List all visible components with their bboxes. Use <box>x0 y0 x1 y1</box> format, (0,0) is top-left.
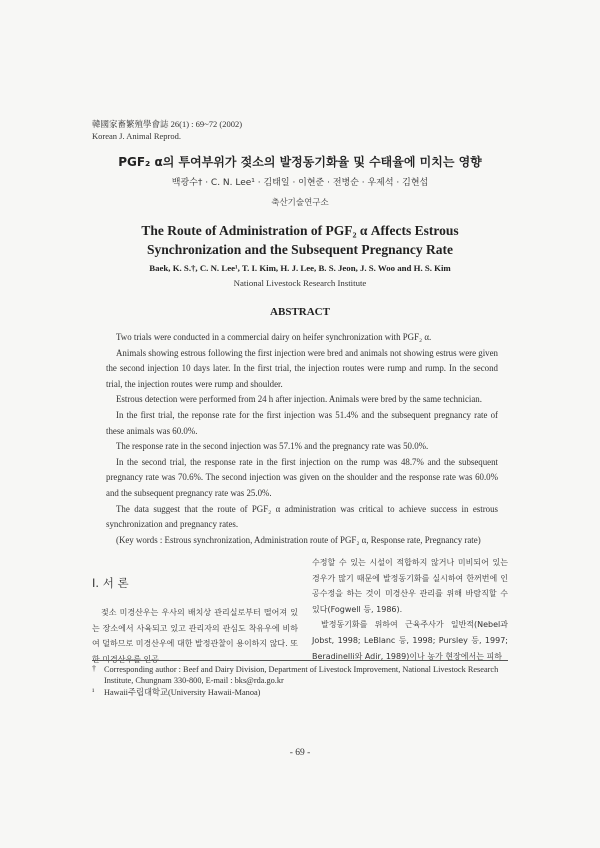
footnote-corresponding-author <box>92 664 512 686</box>
english-authors: Baek, K. S.†, C. N. Lee¹, T. I. Kim, H. J. Lee, B. S. Jeon, J. S. Woo and H. S. Kim <box>149 263 451 273</box>
footnote-divider <box>92 660 508 661</box>
abstract-paragraph: In the first trial, the reponse rate for the first injection was 51.4% and the subsequent pregnancy rate of these animals was 60.0%. <box>106 409 498 436</box>
page-number: - 69 - <box>289 748 311 758</box>
korean-title: PGF₂ α의 투여부위가 젖소의 발정동기화율 및 수태율에 미치는 영향 <box>118 155 482 169</box>
abstract-paragraph: The data suggest that the route of PGF₂ α administration was critical to achieve success in estrous synchronization and pregnancy rates. <box>106 503 498 530</box>
footnote-text: Hawaii주립대학교(University Hawaii-Manoa) <box>104 688 261 697</box>
intro-paragraph-left: 젖소 미경산우는 우사의 배치상 관리실로부터 떨어져 있는 장소에서 사육되고 있고 관리자의 관심도 착유우에 비하여 덜하므로 미경산우에 대한 발정관찰이 용이하지 않다. 또한 미경산우를 인공 <box>92 608 298 664</box>
footnote-mark: † <box>92 664 96 673</box>
footnote-text: Corresponding author : Beef and Dairy Division, Department of Livestock Improvement, National Livestock Research Institute, Chungnam 330-800, E-mail : bks@rda.go.kr <box>104 665 499 685</box>
section-heading-introduction: I. 서 론 <box>92 576 129 590</box>
journal-header <box>92 119 242 142</box>
right-column <box>312 555 508 664</box>
english-institute: National Livestock Research Institute <box>233 278 367 288</box>
english-title <box>0 221 600 259</box>
intro-paragraph-right-1: 수정할 수 있는 시설이 적합하지 않거나 미비되어 있는 경우가 많기 때문에 발정동기화를 실시하여 한꺼번에 인공수정을 하는 것이 미경산우 관리를 위해 바람직할 수 있다(Fogwell 등, 1986). <box>312 558 508 614</box>
abstract-body <box>106 330 498 548</box>
left-column <box>92 575 298 667</box>
abstract-paragraph: Estrous detection were performed from 24 h after injection. Animals were bred by the same technician. <box>116 394 482 405</box>
abstract-paragraph: In the second trial, the response rate in the first injection on the rump was 48.7% and the subsequent pregnancy rate was 70.6%. The second injection was given on the shoulder and the response rate was 60.0% and the subsequent pregnancy rate was 25.0%. <box>106 456 498 498</box>
abstract-paragraph: Two trials were conducted in a commercial dairy on heifer synchronization with PGF₂ α. <box>116 332 432 342</box>
abstract-paragraph: The response rate in the second injection was 57.1% and the pregnancy rate was 50.0%. <box>116 441 429 452</box>
footnote-affiliation <box>92 687 512 698</box>
journal-citation: 韓國家畜繁殖學會誌 26(1) : 69~72 (2002) <box>92 119 243 129</box>
intro-paragraph-right-2: 발정동기화를 위하여 근육주사가 일반적(Nebel과 Jobst, 1998; LeBlanc 등, 1998; Pursley 등, 1997; Beradinelli와 Adir, 1989)이나 농가 현장에서는 피하 <box>312 620 508 661</box>
abstract-heading: ABSTRACT <box>270 306 330 318</box>
english-title-line-1: The Route of Administration of PGF₂ α Affects Estrous <box>141 223 459 238</box>
korean-authors: 백광수† · C. N. Lee¹ · 김태일 · 이현준 · 전병순 · 우제석 · 김현섭 <box>171 178 429 188</box>
korean-institute: 축산기술연구소 <box>271 198 329 208</box>
abstract-paragraph: Animals showing estrous following the first injection were bred and animals not showing estrus were given the second injection 10 days later. In the first trial, the injection routes were rump and rump. In the second trial, the injection routes were rump and shoulder. <box>106 347 498 389</box>
keywords: (Key words : Estrous synchronization, Administration route of PGF₂ α, Response rate, Pregnancy rate) <box>116 534 481 545</box>
journal-name: Korean J. Animal Reprod. <box>92 130 181 141</box>
footnotes <box>92 664 512 699</box>
english-title-line-2: Synchronization and the Subsequent Pregnancy Rate <box>147 242 453 257</box>
footnote-mark: ¹ <box>92 687 95 696</box>
